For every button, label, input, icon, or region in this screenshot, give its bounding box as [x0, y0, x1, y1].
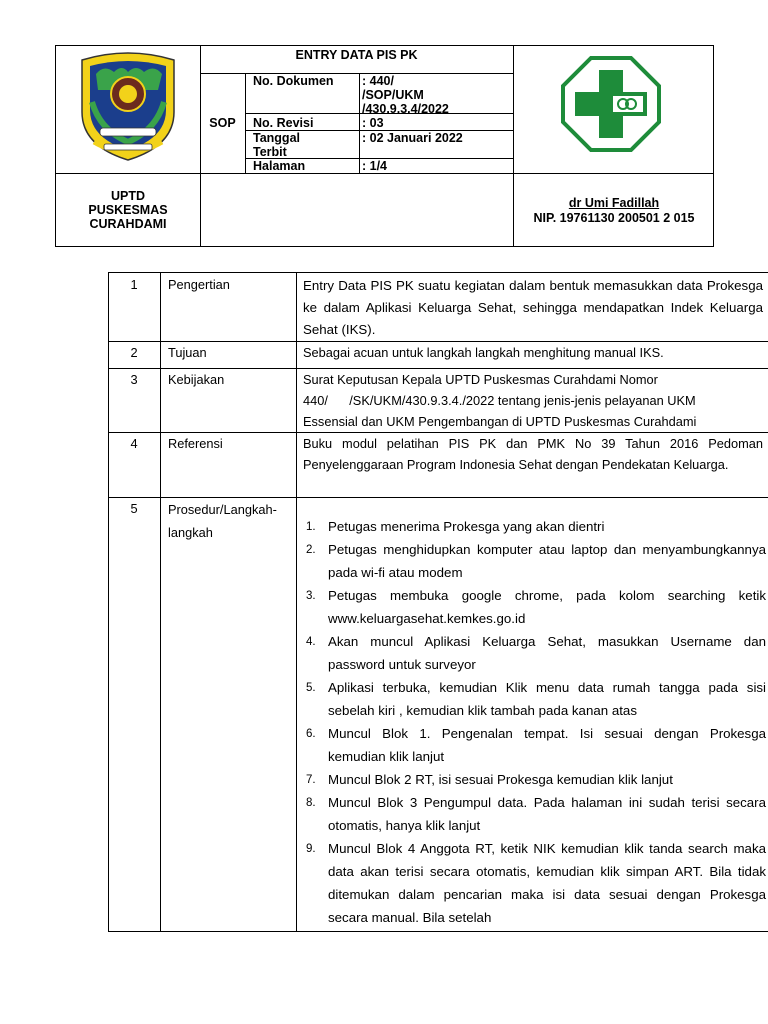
step-number: 2.	[306, 544, 316, 556]
header-divider	[200, 46, 201, 246]
step-text: Petugas menerima Prokesga yang akan dientri	[328, 519, 605, 534]
procedure-steps	[306, 515, 766, 929]
page-value: : 1/4	[362, 159, 388, 173]
revision-value: : 03	[362, 116, 384, 130]
row-label: Prosedur/Langkah- langkah	[168, 502, 277, 540]
step-number: 4.	[306, 636, 316, 648]
procedure-step	[306, 791, 766, 837]
step-text: Akan muncul Aplikasi Keluarga Sehat, masukkan Username dan password untuk surveyor	[328, 634, 766, 672]
regency-crest-logo	[74, 50, 182, 162]
row-label: Referensi	[168, 436, 223, 451]
document-title: ENTRY DATA PIS PK	[295, 48, 418, 62]
row-label: Tujuan	[168, 345, 207, 360]
puskesmas-green-cross-logo	[561, 56, 661, 152]
step-number: 8.	[306, 797, 316, 809]
issue-date-label: Tanggal Terbit	[253, 131, 300, 159]
table-rule	[160, 272, 161, 932]
page-label: Halaman	[253, 159, 306, 173]
row-text: Entry Data PIS PK suatu kegiatan dalam bentuk memasukkan data Prokesga ke dalam Aplikasi Keluarga Sehat, sehingga mendapatkan Indek Keluarga Sehat (IKS).	[303, 278, 763, 337]
doc-number-label: No. Dokumen	[253, 74, 334, 88]
row-number: 1	[130, 277, 138, 292]
procedure-step	[306, 722, 766, 768]
revision-label: No. Revisi	[253, 116, 314, 130]
step-text: Petugas menghidupkan komputer atau laptop dan menyambungkannya pada wi-fi atau modem	[328, 542, 766, 580]
step-number: 3.	[306, 590, 316, 602]
step-text: Muncul Blok 2 RT, isi sesuai Prokesga kemudian klik lanjut	[328, 772, 673, 787]
step-text: Muncul Blok 1. Pengenalan tempat. Isi sesuai dengan Prokesga kemudian klik lanjut	[328, 726, 766, 764]
procedure-step	[306, 515, 766, 538]
row-label: Pengertian	[168, 277, 230, 292]
sop-label: SOP	[209, 116, 236, 130]
organization-name: UPTD PUSKESMAS CURAHDAMI	[88, 189, 168, 231]
step-number: 1.	[306, 521, 316, 533]
row-text: Surat Keputusan Kepala UPTD Puskesmas Curahdami Nomor 440/ /SK/UKM/430.9.3.4./2022 tentang jenis-jenis pelayanan UKM Essensial dan UKM Pengembangan di UPTD Puskesmas Curahdami	[303, 372, 697, 429]
steps-list	[306, 515, 766, 929]
step-number: 5.	[306, 682, 316, 694]
signer-block	[513, 196, 715, 225]
procedure-step	[306, 584, 766, 630]
procedure-step	[306, 676, 766, 722]
row-text: Buku modul pelatihan PIS PK dan PMK No 39 Tahun 2016 Pedoman Penyelenggaraan Program Indonesia Sehat dengan Pendekatan Keluarga.	[303, 436, 763, 472]
step-text: Muncul Blok 4 Anggota RT, ketik NIK kemudian klik tanda search maka data akan terisi secara otomatis, kemudian klik simpan ART. Bila tidak ditemukan dalam pencarian maka isi data sesuai dengan Prokesga secara manual. Bila setelah	[328, 841, 766, 925]
table-rule	[108, 272, 768, 273]
step-text: Muncul Blok 3 Pengumpul data. Pada halaman ini sudah terisi secara otomatis, hanya klik lanjut	[328, 795, 766, 833]
procedure-step	[306, 630, 766, 676]
step-text: Aplikasi terbuka, kemudian Klik menu data rumah tangga pada sisi sebelah kiri , kemudian klik tambah pada kanan atas	[328, 680, 766, 718]
row-label: Kebijakan	[168, 372, 225, 387]
row-number: 4	[130, 436, 138, 451]
doc-number-value: : 440/ /SOP/UKM /430.9.3.4/2022	[362, 74, 449, 116]
header-divider	[200, 73, 513, 74]
sop-header-table	[55, 45, 714, 247]
signer-nip: NIP. 19761130 200501 2 015	[533, 211, 695, 225]
step-number: 7.	[306, 774, 316, 786]
procedure-step	[306, 768, 766, 791]
row-number: 2	[130, 345, 138, 360]
issue-date-value: : 02 Januari 2022	[362, 131, 463, 145]
header-divider	[56, 173, 713, 174]
step-number: 9.	[306, 843, 316, 855]
procedure-step	[306, 538, 766, 584]
sop-content-table	[108, 272, 768, 932]
step-number: 6.	[306, 728, 316, 740]
row-text: Sebagai acuan untuk langkah langkah menghitung manual IKS.	[303, 345, 664, 360]
table-rule	[108, 931, 768, 932]
step-text: Petugas membuka google chrome, pada kolom searching ketik www.keluargasehat.kemkes.go.id	[328, 588, 766, 626]
row-number: 3	[130, 372, 138, 387]
procedure-step	[306, 837, 766, 929]
table-rule	[296, 272, 297, 932]
row-number: 5	[130, 501, 138, 516]
signer-name: dr Umi Fadillah	[568, 196, 660, 210]
